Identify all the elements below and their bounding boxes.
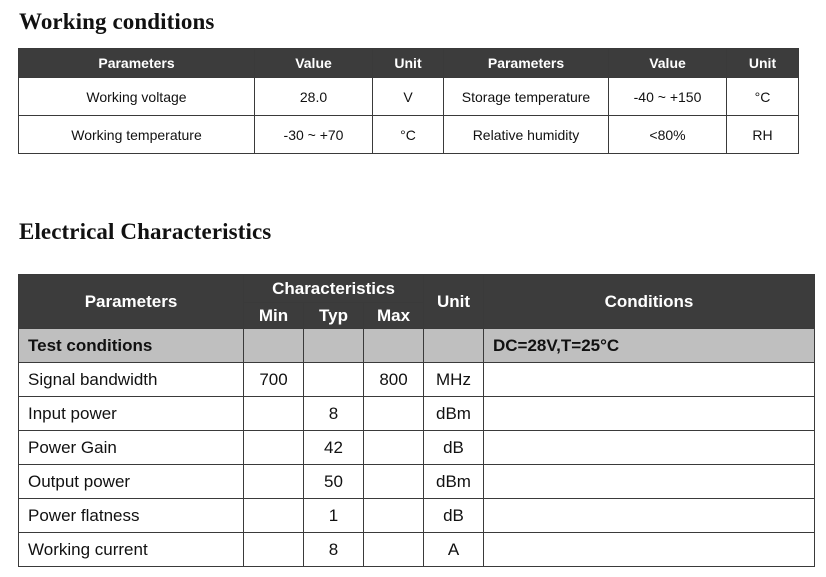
max-cell — [364, 397, 424, 431]
table-row — [19, 116, 799, 154]
header-value-2: Value — [609, 49, 727, 78]
header-typ: Typ — [304, 303, 364, 329]
header-min: Min — [244, 303, 304, 329]
table-cell: -30 ~ +70 — [255, 116, 373, 154]
unit-cell: dB — [424, 431, 484, 465]
table-header-row — [19, 49, 799, 78]
unit-cell: dB — [424, 499, 484, 533]
table-cell: °C — [727, 78, 799, 116]
unit-cell: MHz — [424, 363, 484, 397]
table-cell: V — [373, 78, 444, 116]
typ-cell: 42 — [304, 431, 364, 465]
table-row — [19, 431, 815, 465]
test-conditions-row — [19, 329, 815, 363]
header-parameters: Parameters — [19, 49, 255, 78]
table-cell: <80% — [609, 116, 727, 154]
min-cell — [244, 397, 304, 431]
param-cell: Power flatness — [19, 499, 244, 533]
param-cell: Output power — [19, 465, 244, 499]
table-cell: Relative humidity — [444, 116, 609, 154]
working-conditions-table — [18, 48, 799, 154]
table-cell: 28.0 — [255, 78, 373, 116]
conditions-cell — [484, 533, 815, 567]
conditions-cell — [484, 397, 815, 431]
table-row — [19, 78, 799, 116]
typ-cell: 1 — [304, 499, 364, 533]
header-unit: Unit — [424, 275, 484, 329]
conditions-cell — [484, 363, 815, 397]
table-cell: RH — [727, 116, 799, 154]
conditions-cell — [484, 431, 815, 465]
typ-cell: 8 — [304, 397, 364, 431]
header-unit-2: Unit — [727, 49, 799, 78]
table-cell — [244, 329, 304, 363]
min-cell — [244, 465, 304, 499]
min-cell — [244, 499, 304, 533]
test-conditions-label: Test conditions — [19, 329, 244, 363]
max-cell — [364, 499, 424, 533]
table-row — [19, 533, 815, 567]
table-cell: Storage temperature — [444, 78, 609, 116]
electrical-characteristics-title: Electrical Characteristics — [19, 219, 272, 244]
header-conditions: Conditions — [484, 275, 815, 329]
table-cell: -40 ~ +150 — [609, 78, 727, 116]
typ-cell: 50 — [304, 465, 364, 499]
header-characteristics: Characteristics — [244, 275, 424, 303]
table-cell — [364, 329, 424, 363]
table-cell — [304, 329, 364, 363]
table-row — [19, 397, 815, 431]
table-cell — [424, 329, 484, 363]
table-row — [19, 499, 815, 533]
unit-cell: A — [424, 533, 484, 567]
max-cell — [364, 533, 424, 567]
table-cell: °C — [373, 116, 444, 154]
param-cell: Working current — [19, 533, 244, 567]
unit-cell: dBm — [424, 397, 484, 431]
table-cell: Working voltage — [19, 78, 255, 116]
min-cell — [244, 431, 304, 465]
unit-cell: dBm — [424, 465, 484, 499]
table-header-row — [19, 275, 815, 303]
param-cell: Signal bandwidth — [19, 363, 244, 397]
conditions-cell — [484, 499, 815, 533]
header-parameters-2: Parameters — [444, 49, 609, 78]
table-cell: Working temperature — [19, 116, 255, 154]
typ-cell — [304, 363, 364, 397]
param-cell: Power Gain — [19, 431, 244, 465]
header-parameters: Parameters — [19, 275, 244, 329]
table-row — [19, 363, 815, 397]
min-cell — [244, 533, 304, 567]
max-cell — [364, 431, 424, 465]
table-row — [19, 465, 815, 499]
max-cell — [364, 465, 424, 499]
min-cell: 700 — [244, 363, 304, 397]
header-max: Max — [364, 303, 424, 329]
conditions-cell — [484, 465, 815, 499]
header-unit: Unit — [373, 49, 444, 78]
electrical-characteristics-table — [18, 274, 815, 567]
header-value: Value — [255, 49, 373, 78]
test-conditions-value: DC=28V,T=25°C — [484, 329, 815, 363]
max-cell: 800 — [364, 363, 424, 397]
typ-cell: 8 — [304, 533, 364, 567]
working-conditions-title: Working conditions — [19, 9, 215, 34]
param-cell: Input power — [19, 397, 244, 431]
